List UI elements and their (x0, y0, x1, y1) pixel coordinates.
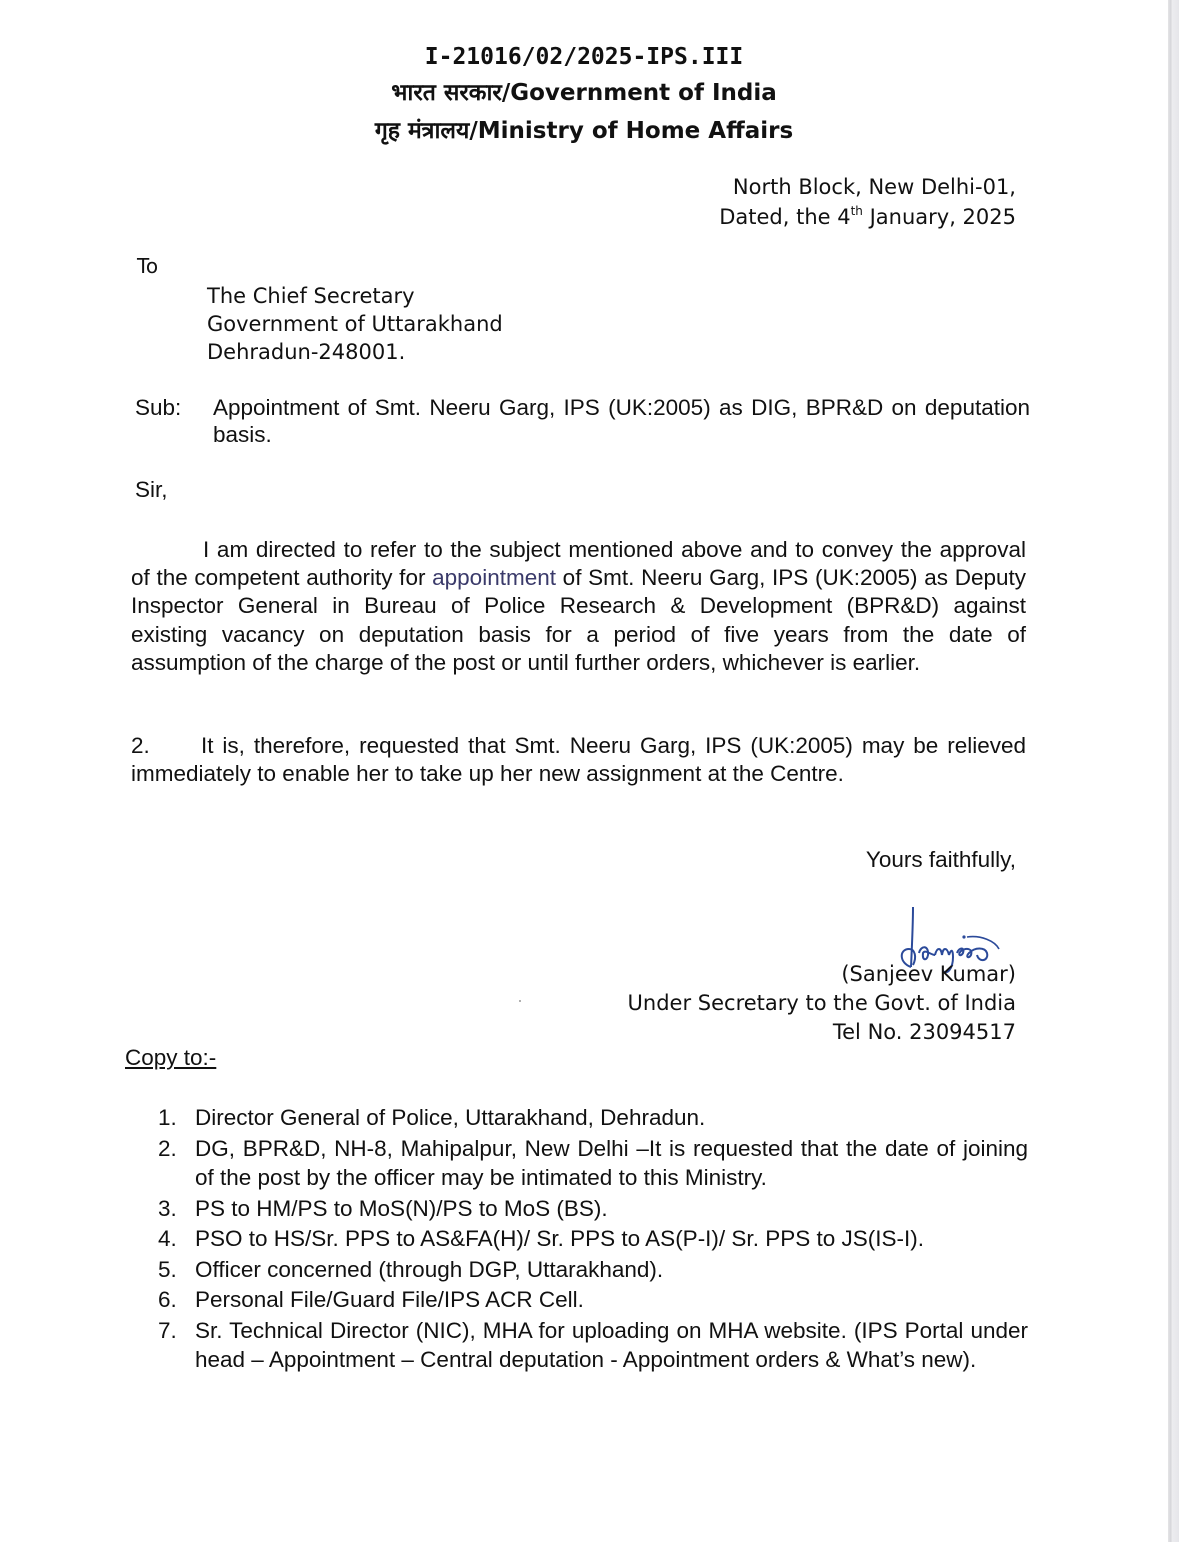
body-paragraph-2 (131, 732, 1026, 788)
date-ordinal: th (850, 204, 863, 218)
copy-to-list (158, 1103, 1028, 1376)
signatory-block (628, 960, 1016, 1047)
subject-line (135, 394, 1030, 448)
closing: Yours faithfully, (865, 847, 1016, 872)
item-number: 2. (158, 1135, 177, 1161)
addressee-block (207, 282, 503, 366)
item-text: PSO to HS/Sr. PPS to AS&FA(H)/ Sr. PPS to AS(P-I)/ Sr. PPS to JS(IS-I). (195, 1226, 924, 1251)
page-edge (1168, 0, 1179, 1542)
list-item (158, 1255, 1028, 1285)
subject-label: Sub: (135, 395, 182, 420)
file-number: I-21016/02/2025-IPS.III (424, 44, 744, 70)
addressee-line: Government of Uttarakhand (207, 312, 503, 336)
subject-text: Appointment of Smt. Neeru Garg, IPS (UK:2005) as DIG, BPR&D on deputation basis. (213, 395, 1030, 447)
item-number: 1. (158, 1105, 177, 1130)
government-name: भारत सरकार/Government of India (391, 80, 777, 106)
salutation: Sir, (135, 477, 168, 502)
signatory-name: (Sanjeev Kumar) (841, 962, 1016, 986)
item-text: PS to HM/PS to MoS(N)/PS to MoS (BS). (195, 1195, 608, 1221)
date-prefix: Dated, the 4 (719, 205, 851, 229)
item-number: 4. (158, 1226, 177, 1251)
item-number: 6. (158, 1287, 177, 1312)
item-number: 5. (158, 1256, 177, 1282)
item-text: Personal File/Guard File/IPS ACR Cell. (195, 1287, 584, 1312)
scan-speck (519, 1000, 521, 1002)
item-text: Officer concerned (through DGP, Uttarakhand). (195, 1256, 664, 1282)
list-item (158, 1224, 1028, 1254)
list-item (158, 1103, 1028, 1133)
para1-text-a: I am directed to refer to the subject mentioned above and to convey the approval of the competent authority for (131, 537, 1026, 591)
letter-header (0, 40, 1168, 150)
body-paragraph-1 (131, 536, 1026, 677)
date-rest: January, 2025 (862, 205, 1016, 229)
item-number: 3. (158, 1195, 177, 1221)
list-item (158, 1134, 1028, 1193)
para1-text-b: of Smt. Neeru Garg, IPS (UK:2005) as Deputy Inspector General in Bureau of Police Research & Development (BPR&D) against existing vacancy on deputation basis for a period of five years from the date of assumption of the charge of the post or until further orders, whichever is earlier. (131, 565, 1026, 675)
para2-number: 2. (131, 733, 150, 758)
addressee-line: The Chief Secretary (207, 284, 415, 308)
to-label: To (137, 254, 159, 278)
item-text: DG, BPR&D, NH-8, Mahipalpur, New Delhi –It is requested that the date of joining of the post by the officer may be intimated to this Ministry. (195, 1135, 1028, 1190)
place-and-date (719, 172, 1016, 232)
para1-highlighted-word: appointment (432, 565, 556, 591)
date (719, 202, 1016, 232)
copy-to-heading: Copy to:- (125, 1045, 217, 1070)
addressee-line: Dehradun-248001. (207, 340, 406, 364)
signatory-designation: Under Secretary to the Govt. of India (627, 991, 1016, 1015)
list-item (158, 1285, 1028, 1315)
list-item (158, 1316, 1028, 1375)
para2-text: It is, therefore, requested that Smt. Neeru Garg, IPS (UK:2005) may be relieved immediately to enable her to take up her new assignment at the Centre. (131, 733, 1026, 787)
place: North Block, New Delhi-01, (732, 175, 1016, 199)
signatory-telephone: Tel No. 23094517 (832, 1020, 1016, 1044)
list-item (158, 1194, 1028, 1224)
item-text: Sr. Technical Director (NIC), MHA for uploading on MHA website. (IPS Portal under head – Appointment – Central deputation - Appointment orders & What’s new). (195, 1317, 1028, 1372)
item-number: 7. (158, 1317, 177, 1343)
ministry-name: गृह मंत्रालय/Ministry of Home Affairs (374, 118, 794, 144)
item-text: Director General of Police, Uttarakhand, Dehradun. (195, 1105, 706, 1130)
